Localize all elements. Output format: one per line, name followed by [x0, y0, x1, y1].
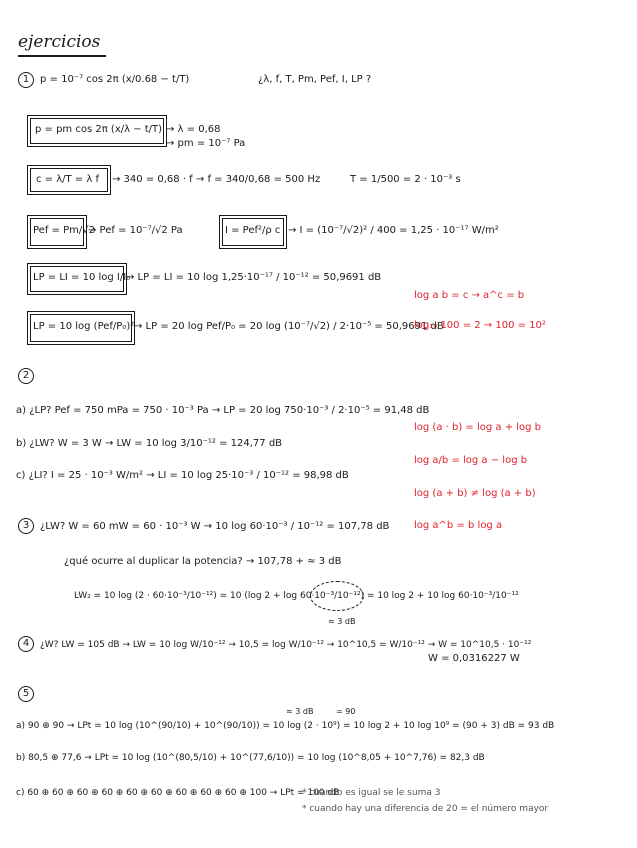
ex1-equation: p = 10⁻⁷ cos 2π (x/0.68 − t/T) [40, 74, 190, 85]
exercise-5-number: 5 [18, 686, 34, 702]
ex3-line: ¿LW? W = 60 mW = 60 · 10⁻³ W → 10 log 60·10⁻³ / 10⁻¹² = 107,78 dB [40, 521, 390, 532]
ex1-intensity: → I = (10⁻⁷/√2)² / 400 = 1,25 · 10⁻¹⁷ W/m² [288, 225, 499, 236]
ex3-calculation: LW₂ = 10 log (2 · 60·10⁻³/10⁻¹²) = 10 (log 2 + log 60·10⁻³/10⁻¹²) = 10 log 2 + 10 log 60·10⁻³/10⁻¹² [74, 591, 519, 601]
ex1-box1-text: p = pm cos 2π (x/λ − t/T) [35, 124, 163, 135]
ex1-lambda: → λ = 0,68 [166, 124, 221, 135]
ex4-result: W = 0,0316227 W [428, 653, 520, 664]
ex1-box5-text: LP = LI = 10 log I/I₀ [33, 272, 131, 283]
ex5-annotation-3db: ≈ 3 dB [286, 707, 314, 716]
exercise-1-number: 1 [18, 72, 34, 88]
ex1-period: T = 1/500 = 2 · 10⁻³ s [350, 174, 461, 185]
ex1-box4-text: I = Pef²/ρ c [225, 225, 281, 236]
ex2-part-c: c) ¿LI? I = 25 · 10⁻³ W/m² → LI = 10 log 25·10⁻³ / 10⁻¹² = 98,98 dB [16, 470, 349, 481]
ex2-part-a: a) ¿LP? Pef = 750 mPa = 750 · 10⁻³ Pa → LP = 20 log 750·10⁻³ / 2·10⁻⁵ = 91,48 dB [16, 405, 430, 416]
ex1-frequency: → 340 = 0,68 · f → f = 340/0,68 = 500 Hz [112, 174, 321, 185]
ex4-line: ¿W? LW = 105 dB → LW = 10 log W/10⁻¹² → 10,5 = log W/10⁻¹² → 10^10,5 = W/10⁻¹² → W = 10^10,5 · 10⁻¹² [40, 640, 532, 650]
exercise-2-number: 2 [18, 368, 34, 384]
ex1-box2-text: c = λ/T = λ f [36, 174, 99, 185]
note-log-product: log (a · b) = log a + log b [414, 422, 542, 433]
ex3-circled-term [310, 581, 364, 611]
exercise-4-number: 4 [18, 636, 34, 652]
ex1-question: ¿λ, f, T, Pm, Pef, I, LP ? [258, 74, 372, 85]
ex1-pm: → pm = 10⁻⁷ Pa [166, 138, 246, 149]
ex5-annotation-90: = 90 [336, 707, 356, 716]
note-log-definition: log a b = c → a^c = b [414, 290, 525, 301]
note-log-power: log a^b = b log a [414, 520, 503, 531]
note-log-quotient: log a/b = log a − log b [414, 455, 528, 466]
ex2-part-b: b) ¿LW? W = 3 W → LW = 10 log 3/10⁻¹² = 124,77 dB [16, 438, 283, 449]
ex5-note-equal: * cuando es igual se le suma 3 [302, 788, 441, 798]
ex5-part-b: b) 80,5 ⊕ 77,6 → LPt = 10 log (10^(80,5/10) + 10^(77,6/10)) = 10 log (10^8,05 + 10^7,76) = 82,3 dB [16, 753, 485, 763]
note-log-sum: log (a + b) ≠ log (a + b) [414, 488, 536, 499]
ex1-pef: → Pef = 10⁻⁷/√2 Pa [88, 225, 183, 236]
ex1-lp: → LP = 20 log Pef/P₀ = 20 log (10⁻⁷/√2) / 2·10⁻⁵ = 50,9691 dB [134, 321, 444, 332]
note-log-example: log₁₀ 100 = 2 → 100 = 10² [414, 320, 546, 331]
ex3-approx: ≈ 3 dB [328, 617, 356, 626]
ex1-li: → LP = LI = 10 log 1,25·10⁻¹⁷ / 10⁻¹² = 50,9691 dB [126, 272, 382, 283]
page-title: ejercicios [18, 32, 101, 52]
ex5-note-difference: * cuando hay una diferencia de 20 = el número mayor [302, 804, 549, 814]
ex5-part-a: a) 90 ⊕ 90 → LPt = 10 log (10^(90/10) + 10^(90/10)) = 10 log (2 · 10⁹) = 10 log 2 + 10 log 10⁹ = (90 + 3) dB = 93 dB [16, 721, 555, 731]
ex3-question: ¿qué ocurre al duplicar la potencia? → 107,78 + ≈ 3 dB [64, 556, 342, 567]
ex5-part-c: c) 60 ⊕ 60 ⊕ 60 ⊕ 60 ⊕ 60 ⊕ 60 ⊕ 60 ⊕ 60 ⊕ 60 ⊕ 100 → LPt = 100 dB [16, 788, 340, 798]
ex1-box6-text: LP = 10 log (Pef/P₀)² [33, 321, 135, 332]
exercise-3-number: 3 [18, 518, 34, 534]
title-underline [18, 55, 106, 57]
ex1-box3-text: Pef = Pm/√2 [33, 225, 95, 236]
